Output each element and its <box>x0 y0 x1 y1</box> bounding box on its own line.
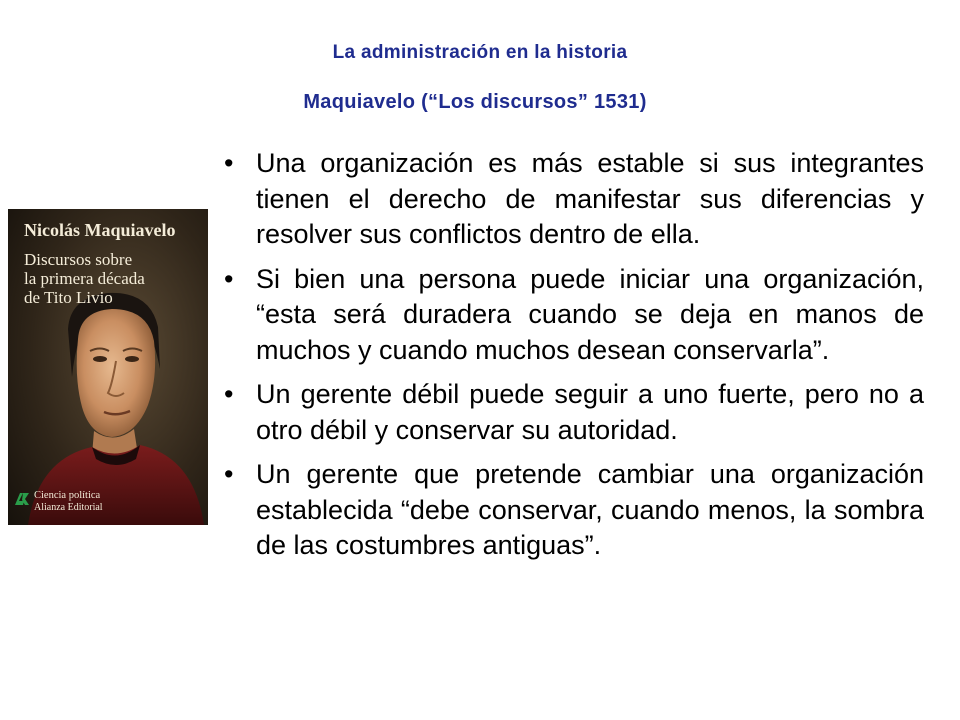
slide-title: La administración en la historia <box>332 42 628 63</box>
bullet-item <box>224 146 924 253</box>
alianza-editorial-logo-icon <box>14 491 30 507</box>
bullet-text: Si bien una persona puede iniciar una organización, “esta será duradera cuando se deja en manos de muchos y cuando muchos desean conservarla”. <box>256 263 924 365</box>
book-title-line: la primera década <box>24 269 145 288</box>
bullet-text: Un gerente débil puede seguir a uno fuerte, pero no a otro débil y conservar su autoridad. <box>256 379 924 445</box>
book-title-line: Discursos sobre <box>24 250 133 269</box>
book-title-line: de Tito Livio <box>24 288 113 307</box>
book-cover-image <box>8 209 208 525</box>
bullet-marker: • <box>224 263 234 294</box>
slide-subtitle: Maquiavelo (“Los discursos” 1531) <box>303 91 647 113</box>
book-collection: Ciencia política <box>34 490 101 501</box>
bullet-marker: • <box>224 379 234 409</box>
book-publisher: Alianza Editorial <box>34 502 103 513</box>
bullet-item <box>224 262 924 369</box>
book-author: Nicolás Maquiavelo <box>24 220 176 240</box>
bullet-item <box>224 377 924 448</box>
bullet-text: Una organización es más estable si sus integrantes tienen el derecho de manifestar sus diferencias y resolver sus conflictos dentro de ella. <box>256 148 924 249</box>
bullet-marker: • <box>224 148 234 178</box>
bullet-list <box>224 146 924 573</box>
bullet-marker: • <box>224 459 234 489</box>
bullet-item <box>224 457 924 564</box>
bullet-text: Un gerente que pretende cambiar una organización establecida “debe conservar, cuando menos, la sombra de las costumbres antiguas”. <box>256 459 924 560</box>
